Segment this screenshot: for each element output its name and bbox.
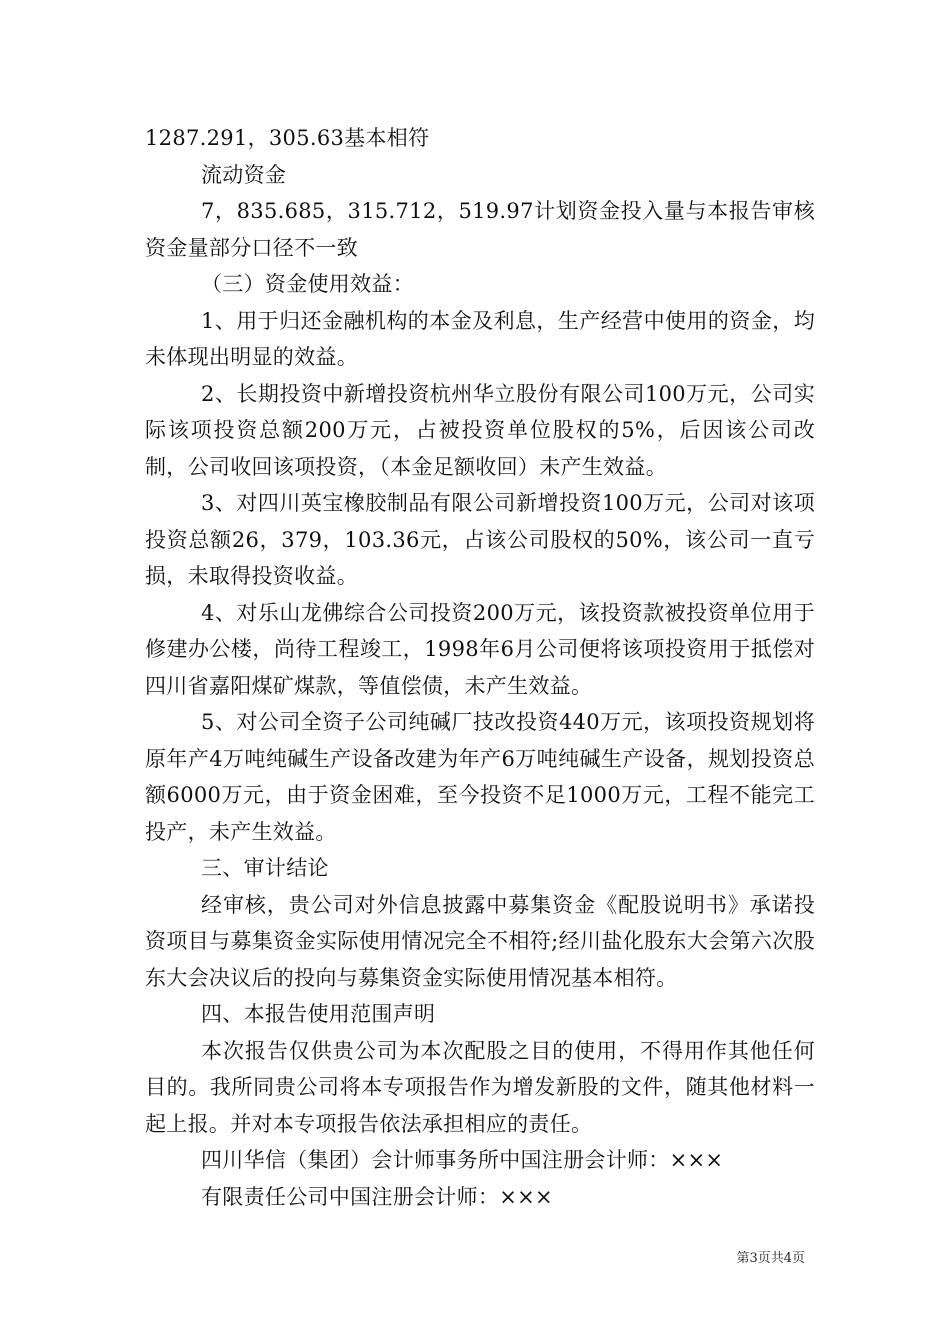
paragraph-audit-conclusion: 经审核，贵公司对外信息披露中募集资金《配股说明书》承诺投资项目与募集资金实际使用情况完全不相符;经川盐化股东大会第六次股东大会决议后的投向与募集资金实际使用情况基本相符。	[145, 892, 815, 990]
document-body	[145, 120, 815, 1215]
paragraph-figures-match: 1287.291，305.63基本相符	[145, 126, 430, 150]
paragraph-item-1: 1、用于归还金融机构的本金及利息，生产经营中使用的资金，均未体现出明显的效益。	[145, 308, 815, 369]
paragraph-usage-scope: 本次报告仅供贵公司为本次配股之目的使用，不得用作其他任何目的。我所同贵公司将本专项报告作为增发新股的文件，随其他材料一起上报。并对本专项报告依法承担相应的责任。	[145, 1038, 815, 1136]
section-heading-audit-conclusion: 三、审计结论	[201, 856, 329, 880]
paragraph-item-4: 4、对乐山龙佛综合公司投资200万元，该投资款被投资单位用于修建办公楼，尚待工程竣工，1998年6月公司便将该项投资用于抵偿对四川省嘉阳煤矿煤款，等值偿债，未产生效益。	[145, 600, 815, 698]
section-heading-usage-scope: 四、本报告使用范围声明	[201, 1002, 436, 1026]
signature-line-firm: 四川华信（集团）会计师事务所中国注册会计师：×××	[201, 1148, 724, 1172]
paragraph-item-2: 2、长期投资中新增投资杭州华立股份有限公司100万元，公司实际该项投资总额200万元，占被投资单位股权的5%，后因该公司改制，公司收回该项投资，（本金足额收回）未产生效益。	[145, 381, 815, 479]
paragraph-item-5: 5、对公司全资子公司纯碱厂技改投资440万元，该项投资规划将原年产4万吨纯碱生产设备改建为年产6万吨纯碱生产设备，规划投资总额6000万元，由于资金困难，至今投资不足1000万元，工程不能完工投产，未产生效益。	[145, 710, 815, 844]
paragraph-planned-funds: 7，835.685，315.712，519.97计划资金投入量与本报告审核资金量部分口径不一致	[145, 199, 815, 260]
paragraph-working-capital: 流动资金	[201, 162, 287, 187]
paragraph-item-3: 3、对四川英宝橡胶制品有限公司新增投资100万元，公司对该项投资总额26，379，103.36元，占该公司股权的50%，该公司一直亏损，未取得投资收益。	[145, 491, 815, 588]
section-heading-fund-benefit: （三）资金使用效益：	[201, 272, 414, 296]
page-number-footer: 第3页共4页	[736, 1251, 805, 1266]
signature-line-company: 有限责任公司中国注册会计师：×××	[201, 1184, 553, 1209]
